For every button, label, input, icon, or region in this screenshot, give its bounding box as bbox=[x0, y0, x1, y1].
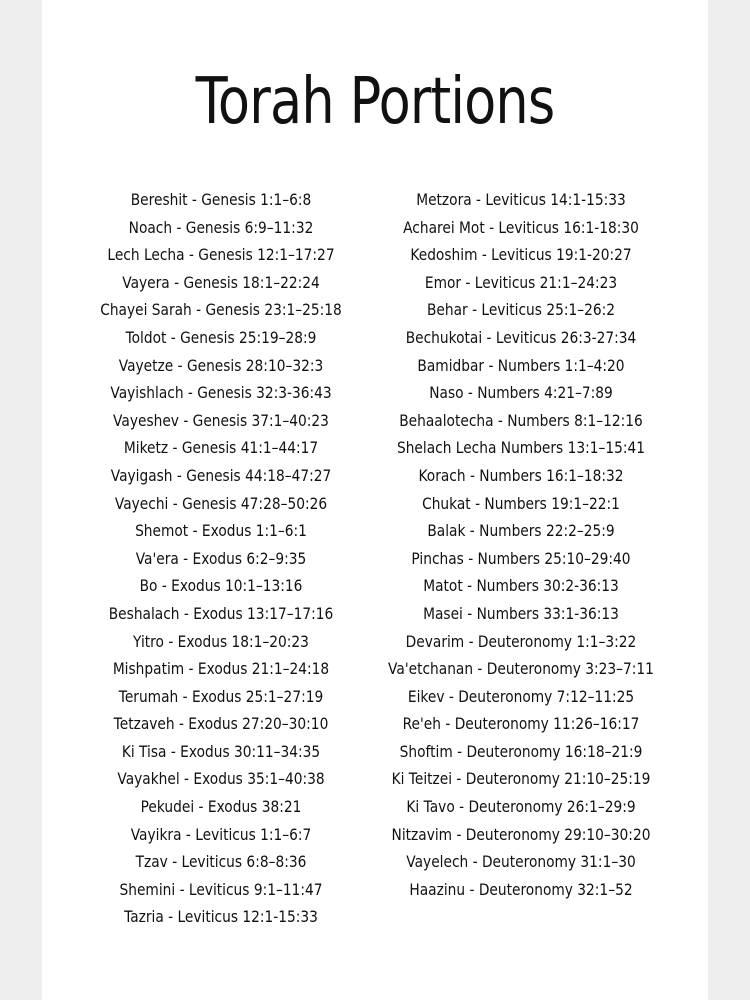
poster-sheet bbox=[42, 0, 708, 1000]
portion-item: Yitro - Exodus 18:1–20:23 bbox=[133, 631, 309, 651]
portion-item: Shemot - Exodus 1:1–6:1 bbox=[135, 521, 307, 541]
portion-item: Tzav - Leviticus 6:8–8:36 bbox=[135, 852, 307, 872]
portion-item: Beshalach - Exodus 13:17–17:16 bbox=[108, 603, 334, 623]
portion-item: Eikev - Deuteronomy 7:12–11:25 bbox=[407, 686, 635, 706]
portion-item: Vayelech - Deuteronomy 31:1–30 bbox=[406, 852, 636, 872]
portion-item: Mishpatim - Exodus 21:1–24:18 bbox=[112, 659, 330, 679]
portion-item: Kedoshim - Leviticus 19:1-20:27 bbox=[410, 245, 632, 265]
portion-item: Bo - Exodus 10:1–13:16 bbox=[139, 576, 303, 596]
portion-item: Chukat - Numbers 19:1–22:1 bbox=[422, 493, 620, 513]
portion-list-right bbox=[342, 186, 700, 903]
portion-item: Toldot - Genesis 25:19–28:9 bbox=[125, 327, 317, 347]
portion-item: Terumah - Exodus 25:1–27:19 bbox=[118, 686, 324, 706]
portion-item: Shoftim - Deuteronomy 16:18–21:9 bbox=[399, 741, 643, 761]
portion-item: Metzora - Leviticus 14:1-15:33 bbox=[416, 190, 626, 209]
portion-item: Pekudei - Exodus 38:21 bbox=[140, 797, 302, 817]
portion-item: Behar - Leviticus 25:1–26:2 bbox=[426, 300, 616, 320]
portion-item: Noach - Genesis 6:9–11:32 bbox=[128, 217, 314, 237]
portion-item: Vayechi - Genesis 47:28–50:26 bbox=[114, 493, 328, 513]
portion-item: Masei - Numbers 33:1-36:13 bbox=[423, 603, 619, 623]
portion-item: Tazria - Leviticus 12:1-15:33 bbox=[124, 907, 318, 927]
portion-item: Ki Tisa - Exodus 30:11–34:35 bbox=[121, 741, 321, 761]
portion-item: Chayei Sarah - Genesis 23:1–25:18 bbox=[100, 300, 342, 320]
portion-item: Miketz - Genesis 41:1–44:17 bbox=[123, 438, 319, 458]
portion-item: Devarim - Deuteronomy 1:1–3:22 bbox=[405, 631, 637, 651]
portion-item: Haazinu - Deuteronomy 32:1–52 bbox=[409, 879, 633, 899]
portion-item: Vayakhel - Exodus 35:1–40:38 bbox=[117, 769, 325, 789]
portion-item: Tetzaveh - Exodus 27:20–30:10 bbox=[113, 714, 329, 734]
portion-item: Vayishlach - Genesis 32:3-36:43 bbox=[110, 383, 332, 403]
portion-item: Bechukotai - Leviticus 26:3-27:34 bbox=[405, 327, 637, 347]
portion-item: Shemini - Leviticus 9:1–11:47 bbox=[119, 879, 323, 899]
portion-item: Bereshit - Genesis 1:1–6:8 bbox=[130, 190, 312, 209]
portion-item: Shelach Lecha Numbers 13:1–15:41 bbox=[396, 438, 646, 458]
portion-item: Naso - Numbers 4:21–7:89 bbox=[429, 383, 613, 403]
portion-item: Balak - Numbers 22:2–25:9 bbox=[427, 521, 615, 541]
portion-item: Bamidbar - Numbers 1:1–4:20 bbox=[417, 355, 625, 375]
portion-item: Vayikra - Leviticus 1:1–6:7 bbox=[130, 824, 312, 844]
portion-item: Acharei Mot - Leviticus 16:1-18:30 bbox=[403, 217, 639, 237]
portion-item: Re'eh - Deuteronomy 11:26–16:17 bbox=[402, 714, 640, 734]
portion-item: Emor - Leviticus 21:1–24:23 bbox=[424, 272, 618, 292]
portion-item: Ki Tavo - Deuteronomy 26:1–29:9 bbox=[406, 797, 636, 817]
portion-item: Va'etchanan - Deuteronomy 3:23–7:11 bbox=[388, 659, 654, 679]
portion-item: Vayeshev - Genesis 37:1–40:23 bbox=[113, 410, 329, 430]
page-title: Torah Portions bbox=[195, 65, 555, 139]
portion-item: Vayigash - Genesis 44:18–47:27 bbox=[110, 465, 332, 485]
portion-item: Behaalotecha - Numbers 8:1–12:16 bbox=[399, 410, 643, 430]
portion-item: Nitzavim - Deuteronomy 29:10–30:20 bbox=[391, 824, 651, 844]
portion-item: Pinchas - Numbers 25:10–29:40 bbox=[411, 548, 631, 568]
portion-item: Lech Lecha - Genesis 12:1–17:27 bbox=[107, 245, 335, 265]
portion-item: Va'era - Exodus 6:2–9:35 bbox=[135, 548, 307, 568]
portion-item: Vayera - Genesis 18:1–22:24 bbox=[122, 272, 320, 292]
portion-item: Korach - Numbers 16:1–18:32 bbox=[418, 465, 624, 485]
portion-item: Ki Teitzei - Deuteronomy 21:10–25:19 bbox=[391, 769, 651, 789]
portion-item: Vayetze - Genesis 28:10–32:3 bbox=[118, 355, 324, 375]
portion-item: Matot - Numbers 30:2-36:13 bbox=[423, 576, 619, 596]
